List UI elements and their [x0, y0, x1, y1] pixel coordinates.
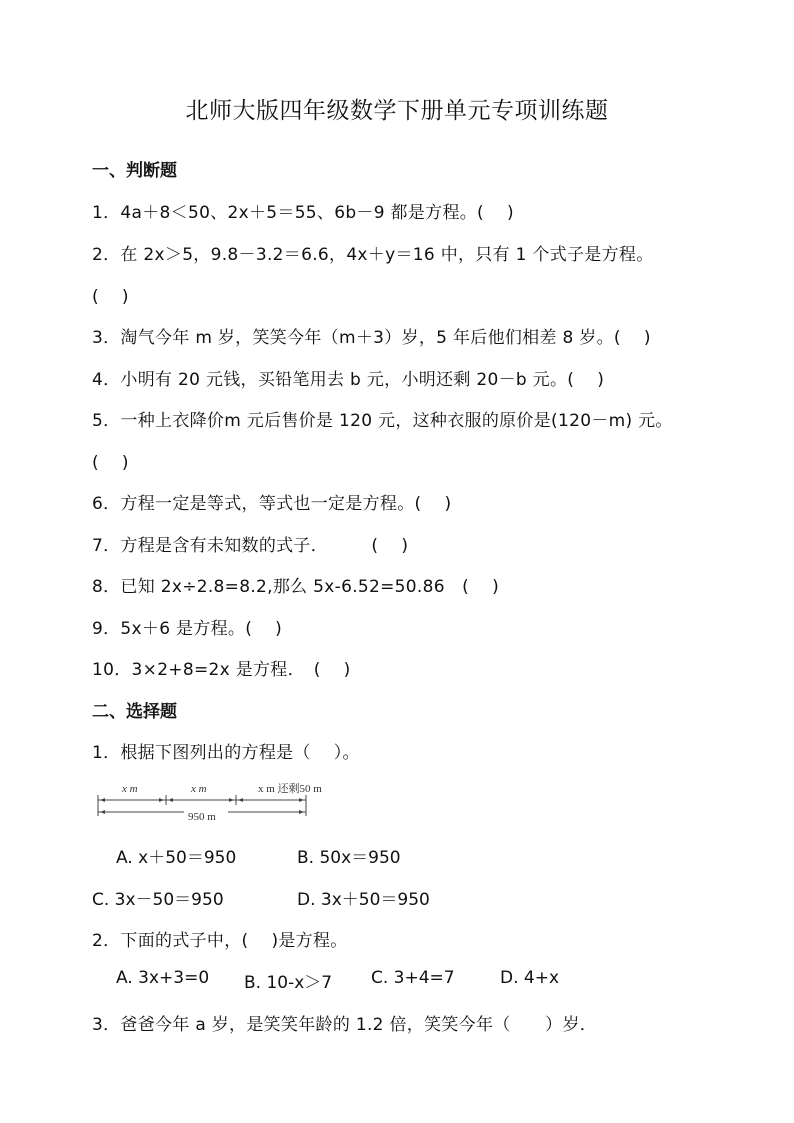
choice-2-stem: 2．下面的式子中，( )是方程。: [92, 931, 348, 951]
question-8: 8．已知 2x÷2.8=8.2,那么 5x-6.52=50.86 ( ): [92, 577, 500, 597]
question-10: 10．3×2+8=2x 是方程． ( ): [92, 660, 351, 680]
choice-2-option-c: C. 3+4=7: [371, 968, 455, 988]
segment-label-2: x m: [191, 783, 207, 795]
choice-1-option-b: B. 50x＝950: [297, 848, 401, 868]
choice-1-stem: 1．根据下图列出的方程是（ ）。: [92, 743, 360, 763]
total-length-label: 950 m: [188, 811, 216, 823]
page-title: 北师大版四年级数学下册单元专项训练题: [185, 98, 609, 124]
choice-2-option-d: D. 4+x: [500, 968, 560, 988]
choice-2-option-a: A. 3x+3=0: [116, 968, 210, 988]
question-5: 5．一种上衣降价m 元后售价是 120 元，这种衣服的原价是(120－m) 元。: [92, 411, 673, 431]
choice-1-option-d: D. 3x＋50＝950: [297, 890, 430, 910]
question-5-bracket: ( ): [92, 453, 129, 473]
question-2: 2．在 2x＞5，9.8－3.2＝6.6，4x＋y＝16 中，只有 1 个式子是方程。: [92, 245, 654, 265]
section-heading-judgement: 一、判断题: [92, 161, 177, 181]
question-4: 4．小明有 20 元钱，买铅笔用去 b 元，小明还剩 20－b 元。( ): [92, 370, 605, 390]
choice-3-stem: 3．爸爸今年 a 岁，是笑笑年龄的 1.2 倍，笑笑今年（ ）岁．: [92, 1015, 598, 1035]
choice-2-option-b: B. 10-x＞7: [244, 973, 333, 993]
question-7: 7．方程是含有未知数的式子． ( ): [92, 536, 409, 556]
choice-1-option-c: C. 3x－50＝950: [92, 890, 224, 910]
question-9: 9．5x＋6 是方程。( ): [92, 619, 283, 639]
question-3: 3．淘气今年 m 岁，笑笑今年（m＋3）岁，5 年后他们相差 8 岁。( ): [92, 328, 651, 348]
question-1: 1．4a＋8＜50、2x＋5＝55、6b－9 都是方程。( ): [92, 203, 514, 223]
question-6: 6．方程一定是等式，等式也一定是方程。( ): [92, 494, 452, 514]
question-2-bracket: ( ): [92, 287, 129, 307]
segment-label-1: x m: [122, 783, 138, 795]
choice-1-option-a: A. x＋50＝950: [116, 848, 237, 868]
section-heading-choice: 二、选择题: [92, 702, 177, 722]
segment-label-3: x m 还剩50 m: [258, 783, 322, 795]
segment-diagram: [96, 778, 356, 824]
